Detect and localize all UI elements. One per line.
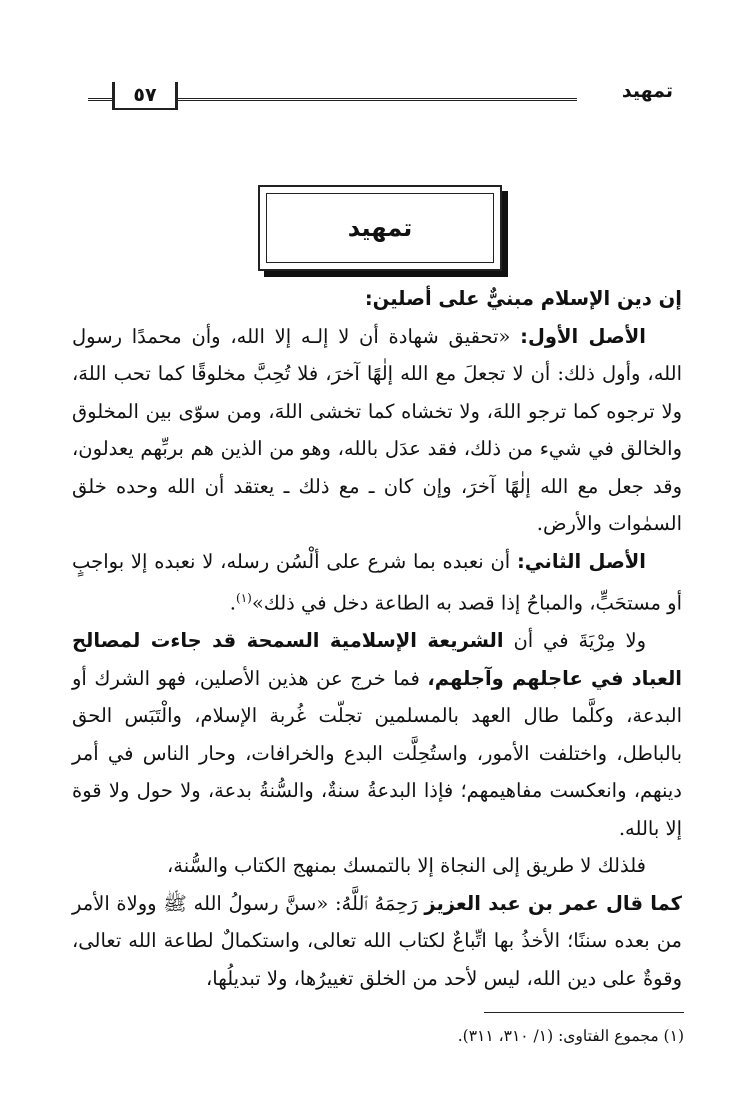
p3-text: فما خرج عن هذين الأصلين، فهو الشرك أو البدعة، وكلَّما طال العهد بالمسلمين تجلّت غُربة الإسلام، والْتَبَس الحق بالباطل، واختلفت الأمور، واستُحِلَّت البدع والخرافات، وحار الناس في أمر دينهم، وانعكست مفاهيمهم؛ فإذا البدعةُ سنةٌ، والسُّنةُ بدعة، ولا حول ولا قوة إلا بالله. bbox=[72, 666, 682, 840]
paragraph-4 bbox=[72, 847, 682, 885]
p4-text: فلذلك لا طريق إلى النجاة إلا بالتمسك بمنهج الكتاب والسُّنة، bbox=[167, 854, 646, 877]
chapter-title-box bbox=[258, 185, 502, 271]
p5-text: رَحِمَهُ ٱللَّهُ: «سنَّ رسولُ الله ﷺ وولاة الأمر من بعده سننًا؛ الأخذُ بها اتِّباعٌ لكتاب الله تعالى، واستكمالٌ لطاعة الله تعالى، وقوةٌ على دين الله، ليس لأحد من الخلق تغييرُها، ولا تبديلُها، bbox=[72, 891, 682, 990]
main-text bbox=[72, 280, 682, 997]
p5-bold: كما قال عمر بن عبد العزيز bbox=[424, 891, 682, 915]
p2-label: الأصل الثاني: bbox=[517, 549, 646, 573]
paragraph-5 bbox=[72, 885, 682, 998]
running-title: تمهيد bbox=[621, 80, 673, 102]
footnote-ref: (١) bbox=[236, 591, 252, 605]
footnote-rule bbox=[484, 1012, 684, 1013]
footnote: (١) مجموع الفتاوى: (١/ ٣١٠، ٣١١). bbox=[457, 1027, 684, 1045]
p3-pre: ولا مِرْيَةَ في أن bbox=[503, 629, 646, 652]
p2-text: أن نعبده بما شرع على ألْسُن رسله، لا نعبده إلا بواجبٍ أو مستحَبٍّ، والمباحُ إذا قصد به الطاعة دخل في ذلك» bbox=[72, 549, 682, 615]
header-rule bbox=[176, 98, 577, 101]
p1-label: الأصل الأول: bbox=[520, 324, 646, 348]
header-rule-left bbox=[88, 98, 112, 101]
page-header bbox=[88, 76, 673, 116]
chapter-title: تمهيد bbox=[266, 193, 494, 263]
page-number: ٥٧ bbox=[112, 82, 178, 110]
intro-paragraph bbox=[72, 280, 682, 318]
p3-bold: الشريعة الإسلامية السمحة قد جاءت لمصالح العباد في عاجلهم وآجلهم، bbox=[72, 629, 682, 690]
intro-text: إن دين الإسلام مبنيٌّ على أصلين: bbox=[364, 287, 682, 310]
paragraph-2: الأصل الثاني: أن نعبده بما شرع على ألْسُن رسله، لا نعبده إلا بواجبٍ أو مستحَبٍّ، والمباحُ إذا قصد به الطاعة دخل في ذلك»$^{(١)}$. bbox=[72, 549, 682, 615]
paragraph-3 bbox=[72, 622, 682, 847]
p1-text: «تحقيق شهادة أن لا إلـه إلا الله، وأن محمدًا رسول الله، وأول ذلك: أن لا تجعلَ مع الله إلٰهًا آخرَ، فلا تُحِبَّ مخلوقًا كما تحب اللهَ، ولا ترجوه كما ترجو اللهَ، ولا تخشاه كما تخشى اللهَ، ومن سوّى بين المخلوق والخالق في شيء من ذلك، فقد عدَل بالله، وهو من الذين هم بربِّهم يعدلون، وقد جعل مع الله إلٰهًا آخرَ، وإن كان ـ مع ذلك ـ يعتقد أن الله وحده خلق السمٰوات والأرض. bbox=[72, 324, 682, 535]
paragraph-1 bbox=[72, 318, 682, 543]
